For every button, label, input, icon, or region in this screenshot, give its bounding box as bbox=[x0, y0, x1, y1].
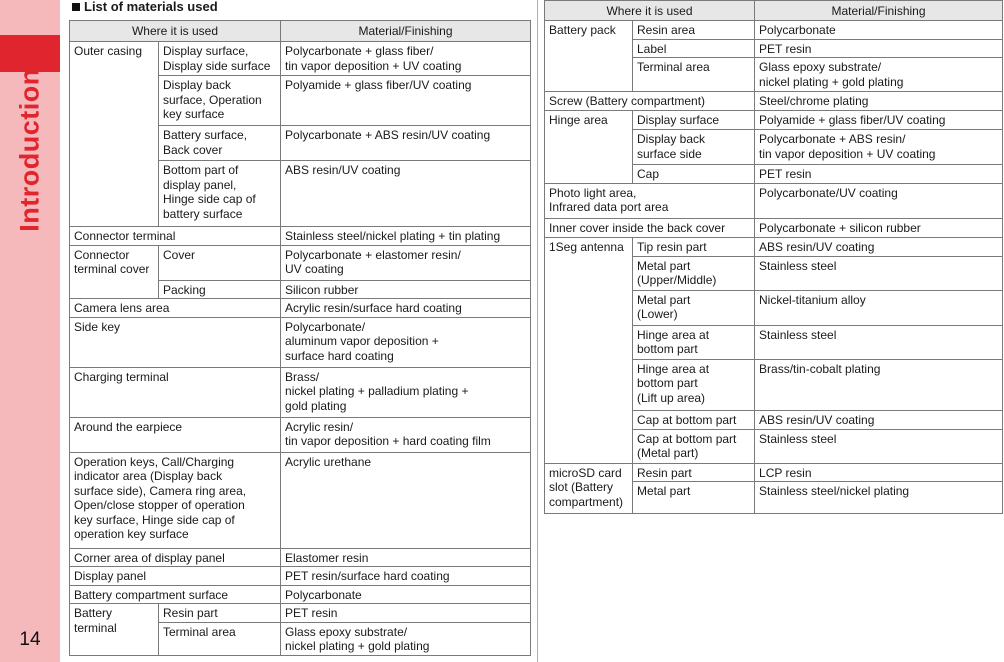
header-where: Where it is used bbox=[545, 1, 755, 21]
group-label: Battery terminal bbox=[70, 604, 159, 656]
material-cell: Brass/tin-cobalt plating bbox=[755, 359, 1003, 410]
part-cell: Cover bbox=[159, 245, 281, 280]
table-row bbox=[70, 367, 531, 417]
material-cell: Silicon rubber bbox=[281, 280, 531, 299]
table-row bbox=[70, 452, 531, 548]
square-bullet-icon bbox=[72, 3, 80, 11]
material-cell: PET resin bbox=[281, 604, 531, 623]
where-cell: Connector terminal bbox=[70, 227, 281, 246]
part-cell: Metal part bbox=[633, 482, 755, 514]
part-cell: Cap at bottom part bbox=[633, 410, 755, 429]
header-material: Material/Finishing bbox=[281, 21, 531, 42]
materials-table-left bbox=[69, 20, 531, 656]
material-cell: Polycarbonate + ABS resin/ tin vapor deposition + UV coating bbox=[755, 130, 1003, 165]
where-cell: Side key bbox=[70, 317, 281, 367]
where-cell: Battery compartment surface bbox=[70, 585, 281, 604]
table-header-row bbox=[545, 1, 1003, 21]
material-cell: Stainless steel/nickel plating bbox=[755, 482, 1003, 514]
table-row bbox=[70, 227, 531, 246]
material-cell: ABS resin/UV coating bbox=[281, 161, 531, 227]
table-row bbox=[545, 111, 1003, 130]
section-title: List of materials used bbox=[72, 0, 218, 14]
part-cell: Packing bbox=[159, 280, 281, 299]
sidebar-section-label: Introduction bbox=[14, 68, 45, 232]
material-cell: Polycarbonate/ aluminum vapor deposition + surface hard coating bbox=[281, 317, 531, 367]
material-cell: Stainless steel bbox=[755, 429, 1003, 463]
material-cell: Stainless steel/nickel plating + tin plating bbox=[281, 227, 531, 246]
material-cell: Polycarbonate bbox=[281, 585, 531, 604]
material-cell: Polyamide + glass fiber/UV coating bbox=[755, 111, 1003, 130]
group-label: 1Seg antenna bbox=[545, 237, 633, 463]
table-row bbox=[70, 42, 531, 76]
part-cell: Bottom part of display panel, Hinge side cap of battery surface bbox=[159, 161, 281, 227]
table-row bbox=[545, 237, 1003, 256]
where-cell: Inner cover inside the back cover bbox=[545, 218, 755, 237]
table-row bbox=[70, 567, 531, 586]
material-cell: Polyamide + glass fiber/UV coating bbox=[281, 76, 531, 126]
table-row bbox=[545, 92, 1003, 111]
material-cell: Acrylic resin/ tin vapor deposition + hard coating film bbox=[281, 417, 531, 452]
part-cell: Metal part (Lower) bbox=[633, 290, 755, 325]
group-label: microSD card slot (Battery compartment) bbox=[545, 463, 633, 514]
part-cell: Display surface bbox=[633, 111, 755, 130]
part-cell: Terminal area bbox=[633, 58, 755, 92]
material-cell: Polycarbonate + glass fiber/ tin vapor deposition + UV coating bbox=[281, 42, 531, 76]
part-cell: Display back surface, Operation key surface bbox=[159, 76, 281, 126]
table-row bbox=[545, 183, 1003, 218]
table-row bbox=[70, 299, 531, 318]
part-cell: Display back surface side bbox=[633, 130, 755, 165]
part-cell: Metal part (Upper/Middle) bbox=[633, 256, 755, 290]
material-cell: Brass/ nickel plating + palladium plating + gold plating bbox=[281, 367, 531, 417]
part-cell: Resin part bbox=[633, 463, 755, 482]
where-cell: Operation keys, Call/Charging indicator area (Display back surface side), Camera ring area, Open/close stopper of operation key surface, Hinge side cap of operation key surface bbox=[70, 452, 281, 548]
table-row bbox=[70, 317, 531, 367]
material-cell: Elastomer resin bbox=[281, 548, 531, 567]
where-cell: Around the earpiece bbox=[70, 417, 281, 452]
material-cell: Steel/chrome plating bbox=[755, 92, 1003, 111]
material-cell: Acrylic resin/surface hard coating bbox=[281, 299, 531, 318]
where-cell: Corner area of display panel bbox=[70, 548, 281, 567]
material-cell: Acrylic urethane bbox=[281, 452, 531, 548]
part-cell: Label bbox=[633, 39, 755, 58]
group-label: Battery pack bbox=[545, 21, 633, 92]
where-cell: Photo light area, Infrared data port area bbox=[545, 183, 755, 218]
table-row bbox=[70, 585, 531, 604]
material-cell: LCP resin bbox=[755, 463, 1003, 482]
material-cell: Polycarbonate + silicon rubber bbox=[755, 218, 1003, 237]
part-cell: Hinge area at bottom part (Lift up area) bbox=[633, 359, 755, 410]
material-cell: PET resin/surface hard coating bbox=[281, 567, 531, 586]
material-cell: PET resin bbox=[755, 165, 1003, 184]
table-row bbox=[70, 245, 531, 280]
material-cell: Nickel-titanium alloy bbox=[755, 290, 1003, 325]
material-cell: Polycarbonate/UV coating bbox=[755, 183, 1003, 218]
page-number: 14 bbox=[19, 629, 41, 650]
table-row bbox=[545, 218, 1003, 237]
material-cell: Glass epoxy substrate/ nickel plating + gold plating bbox=[281, 622, 531, 655]
group-label: Hinge area bbox=[545, 111, 633, 184]
where-cell: Charging terminal bbox=[70, 367, 281, 417]
part-cell: Cap bbox=[633, 165, 755, 184]
header-where: Where it is used bbox=[70, 21, 281, 42]
material-cell: ABS resin/UV coating bbox=[755, 237, 1003, 256]
material-cell: Stainless steel bbox=[755, 325, 1003, 359]
material-cell: Glass epoxy substrate/ nickel plating + gold plating bbox=[755, 58, 1003, 92]
column-divider bbox=[537, 0, 538, 662]
where-cell: Screw (Battery compartment) bbox=[545, 92, 755, 111]
materials-table-right bbox=[544, 0, 1003, 514]
material-cell: Polycarbonate + elastomer resin/ UV coating bbox=[281, 245, 531, 280]
part-cell: Battery surface, Back cover bbox=[159, 126, 281, 161]
table-row bbox=[70, 548, 531, 567]
part-cell: Tip resin part bbox=[633, 237, 755, 256]
material-cell: Polycarbonate bbox=[755, 21, 1003, 40]
header-material: Material/Finishing bbox=[755, 1, 1003, 21]
table-row bbox=[70, 604, 531, 623]
table-header-row bbox=[70, 21, 531, 42]
material-cell: PET resin bbox=[755, 39, 1003, 58]
material-cell: ABS resin/UV coating bbox=[755, 410, 1003, 429]
material-cell: Stainless steel bbox=[755, 256, 1003, 290]
material-cell: Polycarbonate + ABS resin/UV coating bbox=[281, 126, 531, 161]
table-row bbox=[545, 21, 1003, 40]
part-cell: Terminal area bbox=[159, 622, 281, 655]
sidebar-tab-marker bbox=[0, 35, 60, 72]
part-cell: Display surface, Display side surface bbox=[159, 42, 281, 76]
group-label: Connector terminal cover bbox=[70, 245, 159, 299]
part-cell: Resin area bbox=[633, 21, 755, 40]
where-cell: Camera lens area bbox=[70, 299, 281, 318]
table-row bbox=[545, 463, 1003, 482]
part-cell: Hinge area at bottom part bbox=[633, 325, 755, 359]
table-row bbox=[70, 417, 531, 452]
part-cell: Resin part bbox=[159, 604, 281, 623]
part-cell: Cap at bottom part (Metal part) bbox=[633, 429, 755, 463]
group-label: Outer casing bbox=[70, 42, 159, 227]
where-cell: Display panel bbox=[70, 567, 281, 586]
